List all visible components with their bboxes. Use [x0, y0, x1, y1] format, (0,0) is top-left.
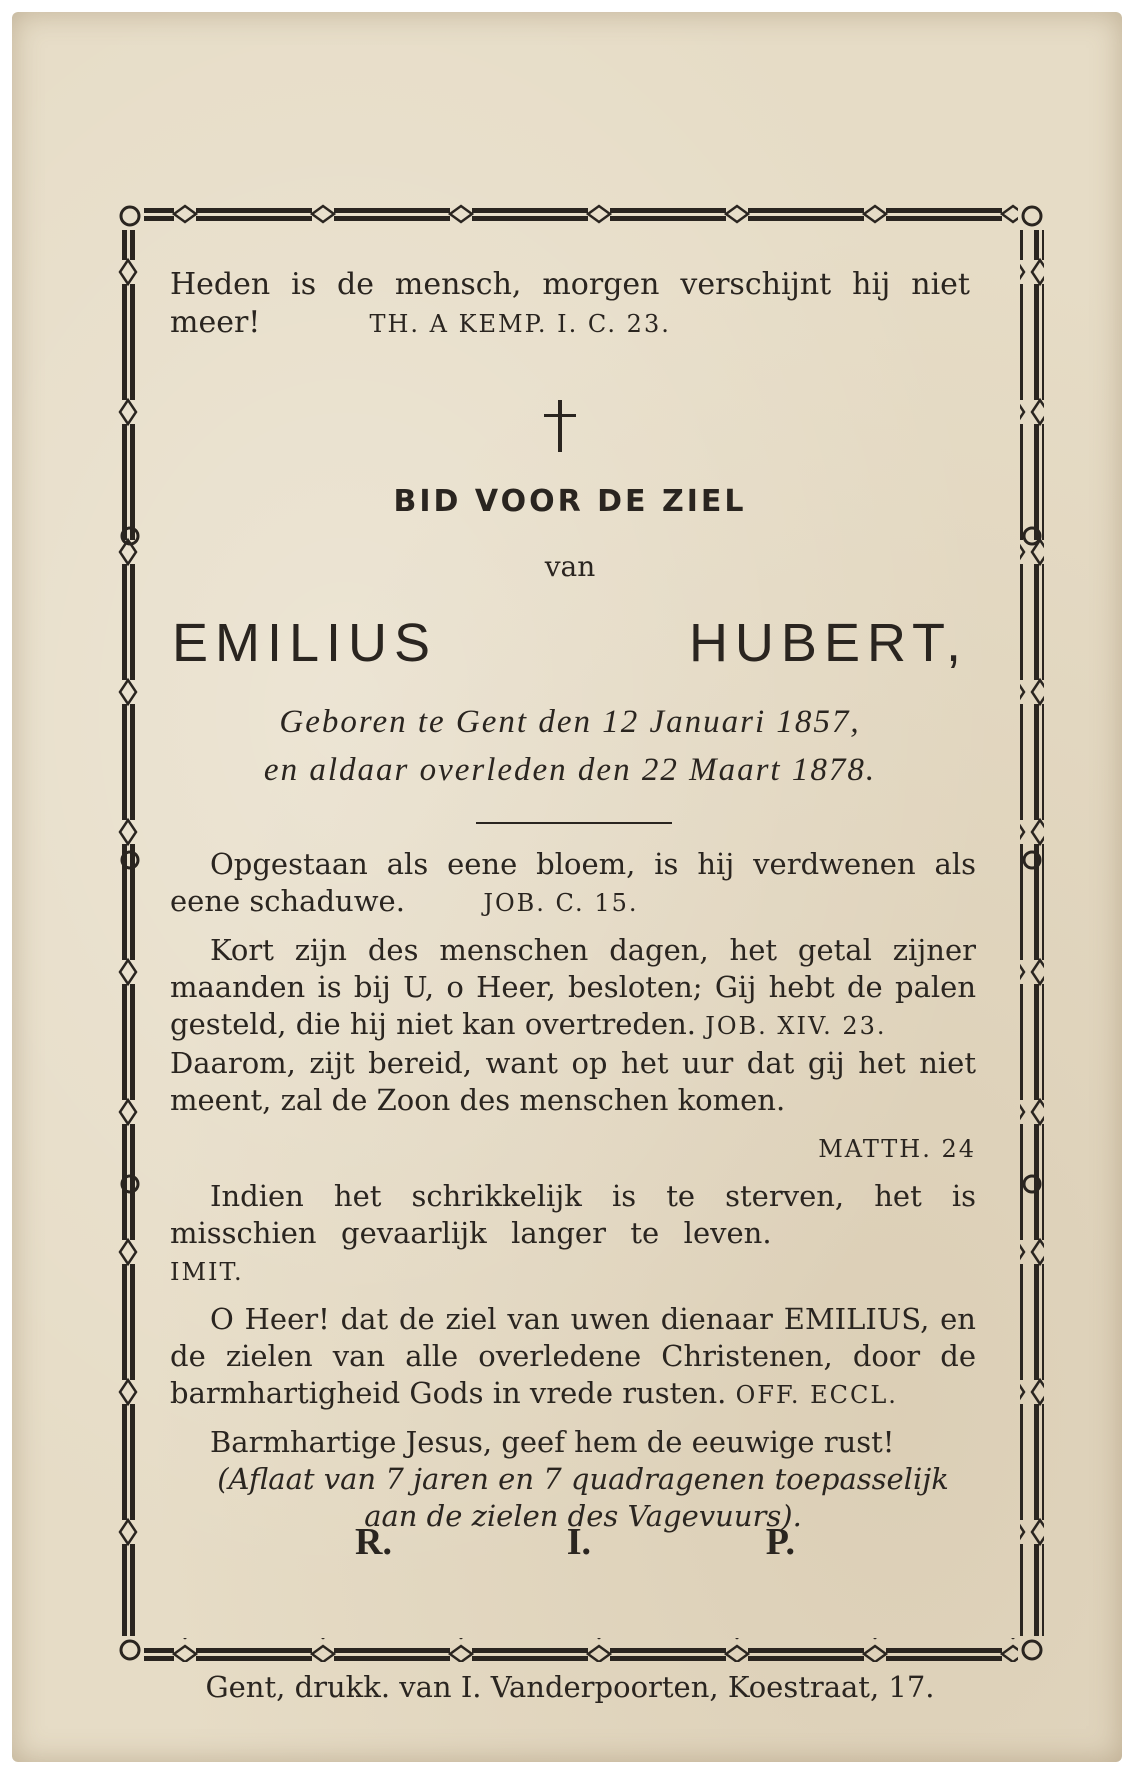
verse-ref-line — [170, 1129, 976, 1168]
death-line: en aldaar overleden den 22 Maart 1878. — [263, 752, 877, 788]
rip-letter: P. — [765, 1521, 795, 1563]
last-name: HUBERT, — [688, 613, 968, 673]
verse-text: Daarom, zijt bereid, want op het uur dat gij het niet meent, zal de Zoon des menschen komen. — [170, 1046, 976, 1117]
rip-letter: I. — [566, 1521, 591, 1563]
verse — [170, 1178, 976, 1291]
rip — [355, 1520, 795, 1564]
printer-imprint: Gent, drukk. van I. Vanderpoorten, Koestraat, 17. — [205, 1670, 935, 1704]
prayer-heading: BID VOOR DE ZIEL — [393, 484, 747, 519]
indulgence-line: (Aflaat van 7 jaren en 7 quadragenen toepasselijk aan de zielen des Vagevuurs). — [217, 1462, 949, 1533]
birth-line: Geboren te Gent den 12 Januari 1857, — [279, 704, 861, 740]
deceased-name — [172, 612, 968, 674]
verse — [170, 846, 976, 922]
prayer-text: Barmhartige Jesus, geef hem de eeuwige rust! — [210, 1425, 895, 1459]
verse-reference: OFF. ECCL. — [735, 1381, 898, 1409]
verse-reference: IMIT. — [170, 1258, 244, 1286]
epigraph — [170, 266, 970, 343]
verse-reference: JOB. XIV. 23. — [705, 1012, 887, 1040]
verse-reference: JOB. C. 15. — [483, 889, 639, 917]
verse-reference: MATTH. 24 — [818, 1135, 976, 1163]
epigraph-text: Heden is de mensch, morgen verschijnt hij niet meer! — [170, 267, 970, 340]
verses-block — [170, 846, 976, 1535]
rip-letter: R. — [355, 1521, 392, 1563]
verse — [170, 932, 976, 1119]
prayer-line — [170, 1424, 976, 1461]
first-name: EMILIUS — [172, 613, 438, 673]
verse-text: Opgestaan als eene bloem, is hij verdwenen als eene schaduwe. — [170, 847, 976, 918]
verse-text: O Heer! dat de ziel van uwen dienaar EMILIUS, en de zielen van alle overledene Christenen, door de barmhartigheid Gods in vrede rusten. — [170, 1302, 976, 1410]
cross-icon — [540, 398, 580, 454]
verse — [170, 1301, 976, 1414]
divider-rule — [476, 822, 672, 824]
epigraph-reference: TH. A KEMP. I. C. 23. — [369, 310, 671, 338]
van-label: van — [544, 550, 596, 583]
verse-text: Indien het schrikkelijk is te sterven, het is misschien gevaarlijk langer te leven. — [170, 1179, 976, 1250]
verse-text: Kort zijn des menschen dagen, het getal zijner maanden is bij U, o Heer, besloten; Gij hebt de palen gesteld, die hij niet kan overtreden. — [170, 933, 976, 1041]
